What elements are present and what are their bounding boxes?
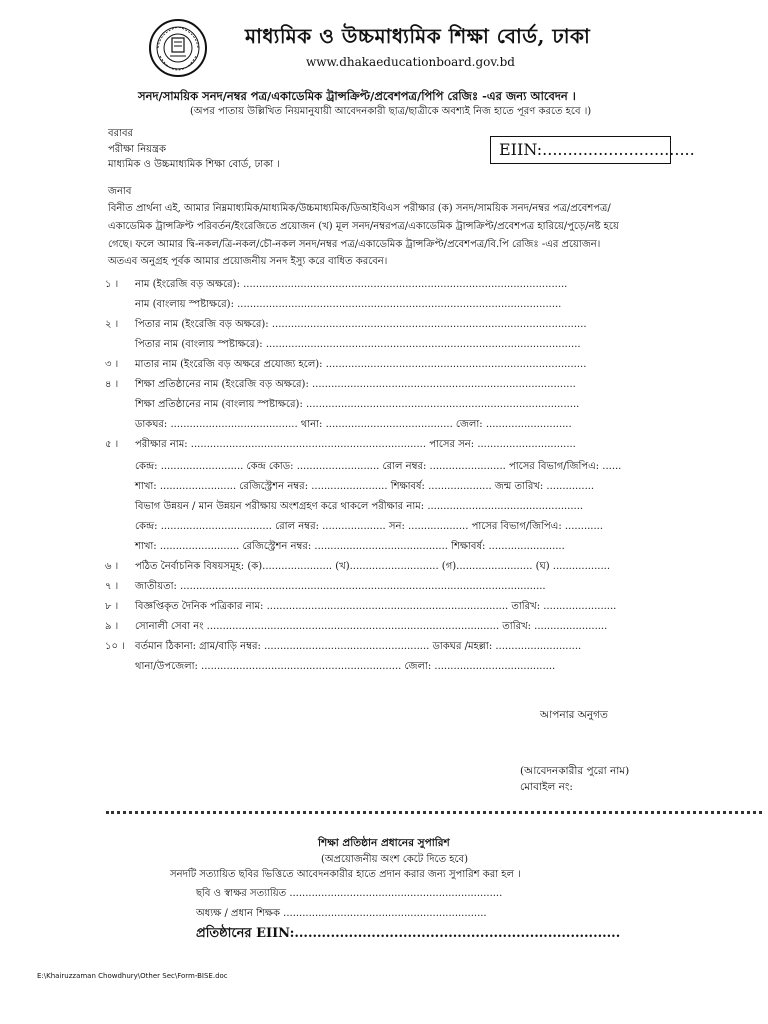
yours-faithfully: আপনার অনুগত (540, 709, 608, 721)
application-subject: সনদ/সাময়িক সনদ/নম্বর পত্র/একাডেমিক ট্রান্সক্রিপ্ট/প্রবেশপত্র/পিপি রেজিঃ -এর জন্য আবেদন । (138, 89, 576, 103)
field-number: ৪ । (105, 379, 119, 390)
field-label: বিভাগ উন্নয়ন / মান উন্নয়ন পরীক্ষায় অংশগ্রহণ করে থাকলে পরীক্ষার নাম: ................................................. (135, 501, 584, 512)
field-row[interactable] (105, 659, 700, 675)
request-line-1: বিনীত প্রার্থনা এই, আমার নিম্নমাধ্যমিক/মাধ্যমিক/উচ্চমাধ্যমিক/ডিআইবিএস পরীক্ষার (ক) সনদ/সাময়িক সনদ/নম্বর পত্র/প্রবেশপত্র/ (108, 203, 611, 214)
footer-file-path: E:\Khairuzzaman Chowdhury\Other Sec\Form-BISE.doc (37, 972, 228, 980)
field-number: ১ । (105, 279, 119, 290)
field-label: থানা/উপজেলা: ............................................................... জেলা: ...................................... (135, 661, 556, 672)
section-divider (106, 811, 762, 818)
field-label: পরীক্ষার নাম: .......................................................................... পাসের সন: ............................... (135, 439, 576, 450)
field-number: ৮ । (105, 601, 119, 612)
mobile-number-label[interactable]: মোবাইল নং: (520, 781, 573, 793)
field-row[interactable] (105, 559, 700, 575)
field-label: শিক্ষা প্রতিষ্ঠানের নাম (ইংরেজি বড় অক্ষরে): ................................................................................... (135, 379, 576, 390)
field-number: ৩ । (105, 359, 119, 370)
field-row[interactable] (105, 317, 700, 333)
request-line-2: একাডেমিক ট্রান্সক্রিপ্ট পরিবর্তন/ইংরেজিতে প্রয়োজন (খ) মূল সনদ/নম্বরপত্র/একাডেমিক ট্রান্সক্রিপ্ট/প্রবেশপত্র হারিয়ে/পুড়ে/নষ্ট হয়ে (108, 221, 619, 232)
eiin-box[interactable] (490, 136, 695, 164)
field-label: জাতীয়তা: ................................................................................................................... (135, 581, 546, 592)
field-label: সোনালী সেবা নং ............................................................................................ তারিখ: ....................... (135, 621, 608, 632)
field-row[interactable] (105, 377, 700, 393)
field-row[interactable] (105, 619, 700, 635)
field-number: ৬ । (105, 561, 119, 572)
field-row[interactable] (105, 459, 700, 475)
salutation: জনাব (108, 186, 132, 197)
field-row[interactable] (105, 639, 700, 655)
recommendation-note: (অপ্রয়োজনীয় অংশ কেটে দিতে হবে) (321, 854, 468, 865)
recommendation-statement: সনদটি সত্যায়িত ছবির ভিত্তিতে আবেদনকারীর হাতে প্রদান করার জন্য সুপারিশ করা হল । (170, 869, 521, 880)
field-row[interactable] (105, 579, 700, 595)
field-row[interactable] (105, 479, 700, 495)
field-label: মাতার নাম (ইংরেজি বড় অক্ষরে প্রযোজ্য হলে): .................................................................................. (135, 359, 587, 370)
field-label: বর্তমান ঠিকানা: গ্রাম/বাড়ি নম্বর: .................................................... ডাকঘর /মহল্লা: ........................... (135, 641, 582, 652)
field-label: শাখা: ........................ রেজিস্ট্রেশন নম্বর: ........................ শিক্ষাবর্ষ: .................... জন্ম তারিখ: ............... (135, 481, 595, 492)
field-row[interactable] (105, 397, 700, 413)
field-label: কেন্দ্র: .......................... কেন্দ্র কোড: .......................... রোল নম্বর: ........................ পাসের বিভাগ/জিপিএ: ...... (135, 461, 622, 472)
field-row[interactable] (105, 519, 700, 535)
field-row[interactable] (105, 277, 700, 293)
field-row[interactable] (105, 417, 700, 433)
field-row[interactable] (105, 539, 700, 555)
field-number: ৭ । (105, 581, 119, 592)
address-office: মাধ্যমিক ও উচ্চমাধ্যমিক শিক্ষা বোর্ড, ঢাকা । (108, 159, 280, 170)
field-row[interactable] (105, 337, 700, 353)
field-label: শিক্ষা প্রতিষ্ঠানের নাম (বাংলায় স্পষ্টাক্ষরে): ...................................................................................... (135, 399, 580, 410)
request-line-4: অতএব অনুগ্রহ পূর্বক আমার প্রয়োজনীয় সনদ ইস্যু করে বাধিত করবেন। (108, 256, 388, 267)
field-row[interactable] (105, 437, 700, 453)
board-seal-logo (148, 18, 208, 78)
field-row[interactable] (105, 297, 700, 313)
field-label: নাম (ইংরেজি বড় অক্ষরে): ...................................................................................................... (135, 279, 568, 290)
field-number: ৯ । (105, 621, 119, 632)
field-label: নাম (বাংলায় স্পষ্টাক্ষরে): ...................................................................................................... (135, 299, 562, 310)
field-label: পঠিত নৈর্বাচনিক বিষয়সমূহ: (ক)...................... (খ)............................ (গ)........................ (ঘ) .................. (135, 561, 611, 572)
photo-sign-attested-field[interactable]: ছবি ও স্বাক্ষর সত্যায়িত ................................................................... (196, 888, 503, 899)
field-row[interactable] (105, 499, 700, 515)
eiin-box-label: EIIN:.............................. (499, 140, 695, 159)
field-label: পিতার নাম (বাংলায় স্পষ্টাক্ষরে): ................................................................................................... (135, 339, 581, 350)
board-name-heading: মাধ্যমিক ও উচ্চমাধ্যমিক শিক্ষা বোর্ড, ঢাকা (245, 24, 591, 48)
recommendation-title: শিক্ষা প্রতিষ্ঠান প্রধানের সুপারিশ (318, 837, 450, 849)
field-row[interactable] (105, 599, 700, 615)
field-label: কেন্দ্র: ................................... রোল নম্বর: .................... সন: ................... পাসের বিভাগ/জিপিএ: ............ (135, 521, 604, 532)
field-number: ১০ । (105, 641, 125, 652)
board-website[interactable]: www.dhakaeducationboard.gov.bd (306, 55, 515, 69)
field-row[interactable] (105, 357, 700, 373)
institution-eiin-field[interactable]: প্রতিষ্ঠানের EIIN:........................................................................ (196, 926, 621, 941)
address-officer: পরীক্ষা নিয়ন্ত্রক (108, 144, 166, 155)
field-label: বিজ্ঞপ্তিকৃত দৈনিক পত্রিকার নাম: ............................................................................ তারিখ: ....................... (135, 601, 617, 612)
field-number: ২ । (105, 319, 119, 330)
field-number: ৫ । (105, 439, 119, 450)
principal-signature-field[interactable]: অধ্যক্ষ / প্রধান শিক্ষক ................................................................ (196, 908, 487, 919)
request-line-3: গেছে। ফলে আমার দ্বি-নকল/ত্রি-নকল/চৌ-নকল সনদ/নম্বর পত্র/একাডেমিক ট্রান্সক্রিপ্ট/প্রবেশপত্র/বি.পি রেজিঃ -এর প্রয়োজন। (108, 239, 601, 250)
field-label: পিতার নাম (ইংরেজি বড় অক্ষরে): ................................................................................................... (135, 319, 587, 330)
instruction-note: (অপর পাতায় উল্লিখিত নিয়মানুযায়ী আবেদনকারী ছাত্র/ছাত্রীকে অবশ্যই নিজ হাতে পূরণ করতে হবে ।) (190, 106, 592, 117)
field-label: শাখা: ......................... রেজিস্ট্রেশন নম্বর: .......................................... শিক্ষাবর্ষ: ........................ (135, 541, 565, 552)
address-to: বরাবর (108, 128, 134, 139)
field-label: ডাকঘর: ........................................ থানা: ........................................ জেলা: ........................... (135, 419, 572, 430)
applicant-fullname-label: (আবেদনকারীর পুরো নাম) (520, 765, 630, 777)
